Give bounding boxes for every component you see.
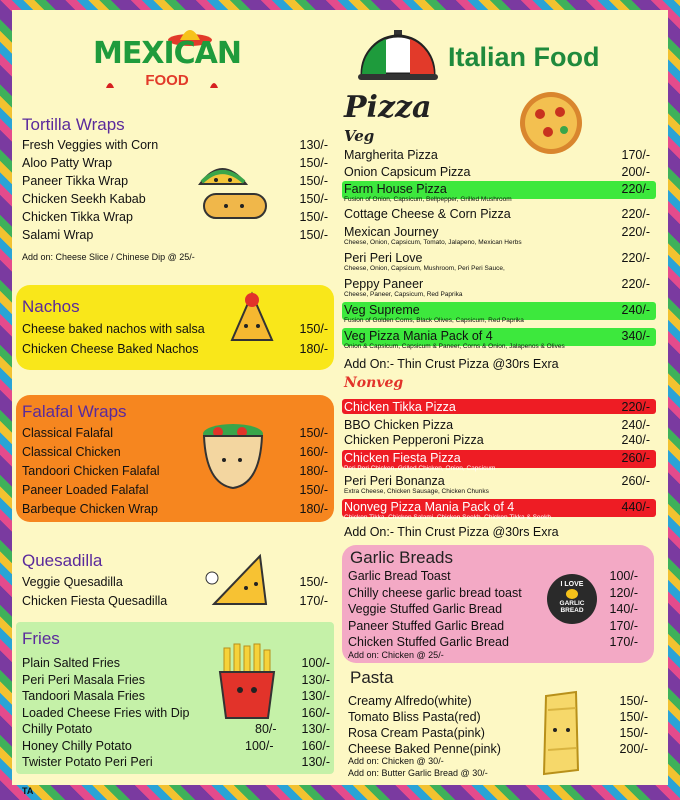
menu-item-price: 130/-	[301, 689, 330, 703]
menu-item-price: 180/-	[299, 342, 328, 356]
menu-item-name: Veggie Stuffed Garlic Bread	[348, 602, 503, 616]
menu-item-row	[22, 322, 328, 336]
pizza-name: Veg Supreme	[344, 303, 420, 317]
menu-item-price: 150/-	[299, 156, 328, 170]
menu-item-price: 150/-	[299, 426, 328, 440]
menu-item-name: Peri Peri Masala Fries	[22, 672, 145, 687]
pizza-price: 260/-	[621, 474, 650, 488]
menu-item-price: 150/-	[619, 694, 648, 708]
pizza-item-row	[344, 251, 650, 265]
veg-label: Veg	[344, 127, 375, 145]
menu-item-row	[22, 426, 328, 440]
menu-item-price: 120/-	[609, 585, 638, 600]
pizza-name: Margherita Pizza	[344, 148, 438, 162]
menu-item-row	[348, 726, 648, 740]
menu-item-row	[22, 210, 328, 224]
menu-item-row	[22, 656, 330, 670]
fries-icon	[214, 642, 280, 722]
pizza-name: Cottage Cheese & Corn Pizza	[344, 207, 511, 221]
menu-item-price: 100/-	[301, 656, 330, 670]
menu-item-price: 160/-	[301, 738, 330, 753]
pizza-name: Onion Capsicum Pizza	[344, 165, 471, 179]
taco-burrito-icon	[196, 150, 276, 230]
menu-item-price: 130/-	[301, 755, 330, 769]
pizza-price: 220/-	[621, 225, 650, 239]
menu-item-price: 130/-	[301, 672, 330, 687]
pizza-item-row	[344, 433, 650, 447]
menu-item-name: Chicken Seekh Kabab	[22, 192, 146, 206]
menu-item-row	[348, 694, 648, 708]
garlic-badge	[547, 574, 597, 624]
menu-item-price: 180/-	[299, 464, 328, 478]
menu-item-price: 150/-	[299, 228, 328, 242]
pizza-icon	[518, 90, 584, 156]
pizza-price: 220/-	[621, 400, 650, 414]
pizza-price: 220/-	[621, 207, 650, 221]
pizza-item-row	[344, 182, 650, 196]
menu-item-price: 140/-	[609, 602, 638, 616]
pizza-item-row	[344, 418, 650, 432]
pizza-description: Fusion of Golden Corns, Black Olives, Capsicum, Red Paprika	[344, 317, 524, 324]
pizza-name: Peri Peri Love	[344, 251, 423, 265]
menu-item-row	[22, 706, 330, 720]
menu-item-row	[22, 228, 328, 242]
pizza-price: 220/-	[621, 277, 650, 291]
pizza-description: Cheese, Paneer, Capsicum, Red Paprika	[344, 291, 463, 298]
menu-item-price-secondary: 100/-	[245, 738, 274, 753]
penne-pasta-icon	[538, 690, 584, 776]
tortilla-addon: Add on: Cheese Slice / Chinese Dip @ 25/-	[22, 252, 195, 262]
pizza-item-row	[344, 165, 650, 179]
pizza-item-row	[344, 225, 650, 239]
menu-item-price: 150/-	[299, 210, 328, 224]
section-title-pasta: Pasta	[350, 668, 394, 687]
pizza-item-row	[344, 474, 650, 488]
menu-item-name: Aloo Patty Wrap	[22, 156, 113, 170]
section-title-tortilla: Tortilla Wraps	[22, 115, 125, 134]
section-title-falafal: Falafal Wraps	[22, 402, 127, 421]
menu-item-row	[22, 464, 328, 478]
menu-item-row	[22, 483, 328, 497]
menu-item-row	[22, 174, 328, 188]
pizza-item-row	[344, 451, 650, 465]
menu-item-row	[22, 445, 328, 459]
menu-item-price: 170/-	[609, 635, 638, 649]
menu-item-price: 160/-	[299, 445, 328, 459]
quesadilla-icon	[204, 548, 270, 612]
menu-item-name: Creamy Alfredo(white)	[348, 694, 472, 708]
nonveg-label: Nonveg	[344, 375, 404, 391]
pizza-name: Chicken Tikka Pizza	[344, 400, 456, 414]
menu-item-row	[348, 619, 638, 633]
menu-item-price: 150/-	[619, 710, 648, 724]
pizza-name: Mexican Journey	[344, 225, 439, 239]
menu-item-name: Garlic Bread Toast	[348, 569, 451, 583]
pizza-item-row	[344, 400, 650, 414]
menu-item-name: Chilly Potato	[22, 722, 93, 736]
menu-item-name: Paneer Tikka Wrap	[22, 174, 129, 188]
pizza-description: Peri Peri Chicken, Grilled Chicken, Onion, Capsicum	[344, 465, 496, 472]
menu-item-name: Chilly cheese garlic bread toast	[348, 585, 522, 600]
menu-item-price: 170/-	[299, 594, 328, 608]
section-title-fries: Fries	[22, 629, 60, 648]
pizza-price: 170/-	[621, 148, 650, 162]
menu-item-row	[22, 689, 330, 703]
pizza-description: Cheese, Onion, Capsicum, Mushroom, Peri Peri Sauce,	[344, 265, 505, 272]
veg-addon: Add On:- Thin Crust Pizza @30rs Exra	[344, 357, 559, 371]
garlic-addon: Add on: Chicken @ 25/-	[348, 650, 444, 660]
garlic-badge-line2: GARLIC	[559, 600, 585, 607]
menu-item-name: Honey Chilly Potato	[22, 738, 132, 753]
section-title-quesadilla: Quesadilla	[22, 551, 103, 570]
pizza-description: Chicken Tikka, Chicken Salami, Chicken Seekh, Chicken Tikka & Seekh	[344, 514, 552, 521]
menu-item-row	[22, 502, 328, 516]
menu-item-name: Tandoori Masala Fries	[22, 689, 145, 703]
falafal-wrap-icon	[198, 420, 268, 500]
menu-item-row	[348, 635, 638, 649]
menu-item-price: 150/-	[619, 726, 648, 740]
pizza-item-row	[344, 148, 650, 162]
pizza-name: Chicken Pepperoni Pizza	[344, 433, 484, 447]
menu-item-name: Classical Chicken	[22, 445, 121, 459]
menu-item-name: Loaded Cheese Fries with Dip	[22, 705, 190, 720]
menu-item-price: 150/-	[299, 483, 328, 497]
menu-item-name: Cheese Baked Penne(pink)	[348, 742, 501, 756]
pizza-name: Veg Pizza Mania Pack of 4	[344, 329, 493, 343]
menu-item-price: 130/-	[301, 722, 330, 736]
pizza-price: 440/-	[621, 500, 650, 514]
menu-item-name: Paneer Stuffed Garlic Bread	[348, 618, 505, 633]
menu-item-name: Chicken Tikka Wrap	[22, 210, 133, 224]
menu-item-name: Salami Wrap	[22, 228, 94, 242]
footer-mark: TA	[22, 786, 34, 796]
menu-item-row	[22, 156, 328, 170]
menu-item-price: 180/-	[299, 502, 328, 516]
pasta-addon-2: Add on: Butter Garlic Bread @ 30/-	[348, 768, 488, 778]
pizza-name: Chicken Fiesta Pizza	[344, 451, 461, 465]
menu-item-row	[22, 342, 328, 356]
pizza-price: 240/-	[621, 303, 650, 317]
pasta-addon-1: Add on: Chicken @ 30/-	[348, 756, 444, 766]
pizza-price: 260/-	[621, 451, 650, 465]
menu-item-row	[22, 755, 330, 769]
pizza-price: 220/-	[621, 182, 650, 196]
section-title-garlic: Garlic Breads	[350, 548, 453, 567]
menu-item-name: Rosa Cream Pasta(pink)	[348, 726, 485, 740]
mexican-title: MEXICAN	[93, 36, 241, 71]
pizza-name: BBO Chicken Pizza	[344, 418, 454, 432]
garlic-badge-line3: BREAD	[560, 607, 584, 614]
menu-item-price: 200/-	[619, 742, 648, 756]
pizza-item-row	[344, 303, 650, 317]
menu-item-name: Chicken Cheese Baked Nachos	[22, 342, 199, 356]
section-title-nachos: Nachos	[22, 297, 80, 316]
menu-item-name: Cheese baked nachos with salsa	[22, 322, 205, 336]
pizza-name: Peri Peri Bonanza	[344, 474, 445, 488]
cloche-icon	[358, 28, 438, 83]
garlic-badge-line1: I LOVE	[560, 581, 584, 588]
menu-item-price: 130/-	[299, 138, 328, 152]
menu-item-price: 160/-	[301, 705, 330, 720]
menu-item-name: Paneer Loaded Falafal	[22, 483, 149, 497]
pizza-price: 340/-	[621, 329, 650, 343]
menu-item-row	[22, 739, 330, 753]
pizza-item-row	[344, 329, 650, 343]
pizza-item-row	[344, 277, 650, 291]
menu-item-name: Tomato Bliss Pasta(red)	[348, 710, 481, 724]
heart-icon	[566, 589, 578, 599]
mexican-food-logo	[92, 18, 242, 98]
menu-item-row	[22, 722, 330, 736]
menu-item-name: Barbeque Chicken Wrap	[22, 502, 158, 516]
pizza-title: Pizza	[344, 90, 432, 125]
menu-item-price: 150/-	[299, 575, 328, 589]
menu-item-name: Classical Falafal	[22, 426, 114, 440]
menu-item-price: 170/-	[609, 618, 638, 633]
mexican-subtitle: FOOD	[145, 72, 189, 89]
nonveg-addon: Add On:- Thin Crust Pizza @30rs Exra	[344, 525, 559, 539]
menu-item-row	[348, 742, 648, 756]
pizza-description: Fusion of Onion, Capsicum, Bellpepper, Grilled Mushroom	[344, 196, 512, 203]
menu-item-name: Chicken Stuffed Garlic Bread	[348, 635, 509, 649]
menu-item-price: 150/-	[299, 322, 328, 336]
menu-item-price: 150/-	[299, 192, 328, 206]
pizza-item-row	[344, 207, 650, 221]
menu-item-row	[22, 594, 328, 608]
pizza-price: 240/-	[621, 418, 650, 432]
pizza-name: Peppy Paneer	[344, 277, 424, 291]
menu-item-row	[22, 673, 330, 687]
menu-item-row	[22, 138, 328, 152]
pizza-price: 200/-	[621, 165, 650, 179]
pizza-item-row	[344, 500, 650, 514]
menu-item-price: 150/-	[299, 174, 328, 188]
italian-title: Italian Food	[448, 42, 600, 72]
menu-item-name: Veggie Quesadilla	[22, 575, 123, 589]
menu-item-row	[348, 710, 648, 724]
pizza-name: Nonveg Pizza Mania Pack of 4	[344, 500, 515, 514]
menu-item-row	[22, 192, 328, 206]
menu-item-price: 100/-	[609, 569, 638, 583]
pizza-name: Farm House Pizza	[344, 182, 447, 196]
pizza-price: 240/-	[621, 433, 650, 447]
pizza-description: Onion & Capsicum, Capsicum & Paneer, Corns & Onion, Jalapenos & Olives	[344, 343, 565, 350]
menu-item-name: Tandoori Chicken Falafal	[22, 464, 160, 478]
menu-item-price-secondary: 80/-	[255, 722, 277, 736]
menu-item-name: Chicken Fiesta Quesadilla	[22, 594, 168, 608]
menu-item-name: Twister Potato Peri Peri	[22, 755, 153, 769]
menu-item-name: Plain Salted Fries	[22, 656, 120, 670]
menu-item-name: Fresh Veggies with Corn	[22, 138, 159, 152]
pizza-description: Cheese, Onion, Capsicum, Tomato, Jalapeno, Mexican Herbs	[344, 239, 522, 246]
nacho-icon	[228, 290, 276, 354]
pizza-description: Extra Cheese, Chicken Sausage, Chicken Chunks	[344, 488, 489, 495]
menu-item-row	[22, 575, 328, 589]
pizza-price: 220/-	[621, 251, 650, 265]
